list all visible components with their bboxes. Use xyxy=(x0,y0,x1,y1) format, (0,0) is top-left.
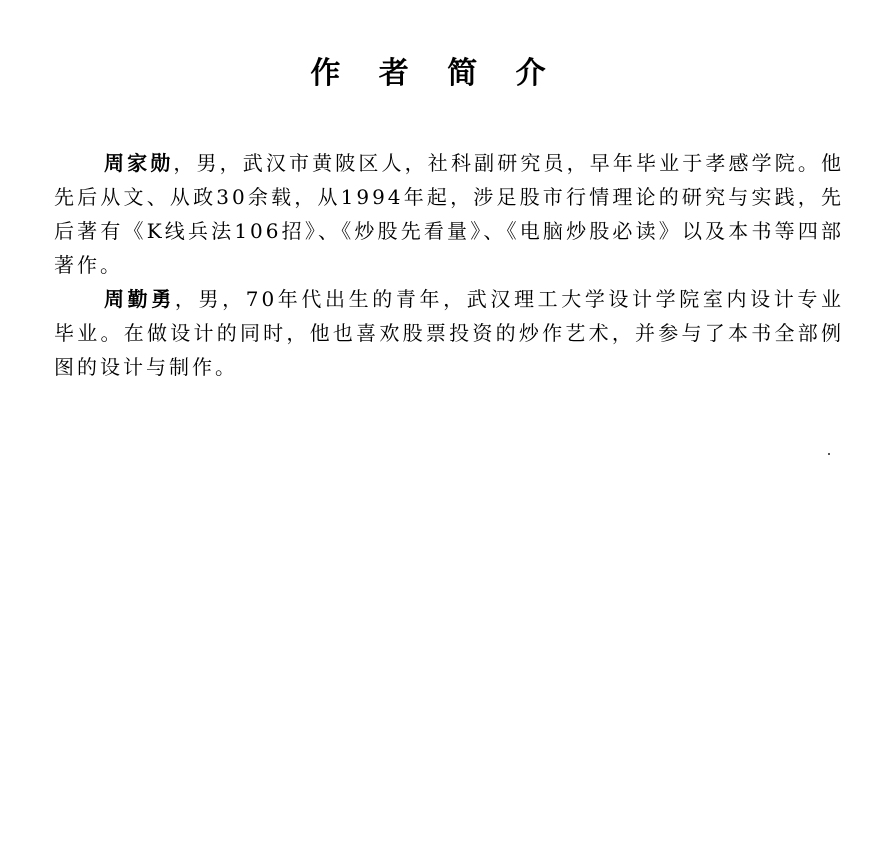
author-bios xyxy=(54,146,844,384)
author-bio-paragraph-1 xyxy=(54,146,844,282)
author-name-2: 周勤勇 xyxy=(104,287,175,311)
author-bio-text-2: ，男，70年代出生的青年，武汉理工大学设计学院室内设计专业毕业。在做设计的同时，他也喜欢股票投资的炒作艺术，并参与了本书全部例图的设计与制作。 xyxy=(54,287,845,379)
author-bio-text-1: ，男，武汉市黄陂区人，社科副研究员，早年毕业于孝感学院。他先后从文、从政30余载，从1994年起，涉足股市行情理论的研究与实践，先后著有《K线兵法106招》、《炒股先看量》、《电脑炒股必读》以及本书等四部著作。 xyxy=(54,151,845,277)
page-title: 作 者 简 介 xyxy=(310,56,560,91)
author-name-1: 周家勋 xyxy=(104,151,174,175)
author-bio-paragraph-2 xyxy=(54,282,844,384)
scan-speck xyxy=(828,453,830,455)
